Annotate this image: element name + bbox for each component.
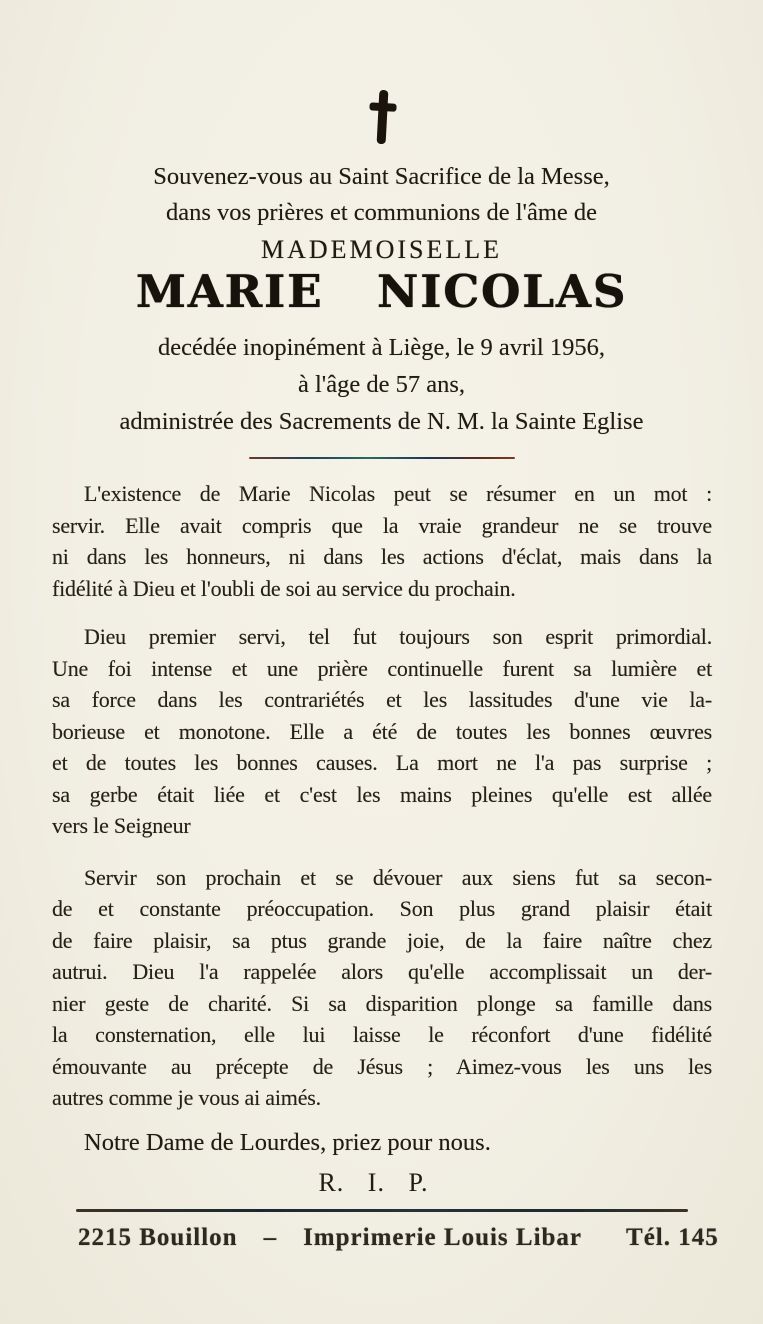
footer-rule — [76, 1209, 688, 1212]
imprint-phone: Tél. 145 — [626, 1223, 719, 1251]
printer-imprint — [78, 1221, 763, 1255]
paragraph-line: servir. Elle avait compris que la vraie grandeur ne se trouve — [52, 512, 712, 538]
eulogy-paragraph-3 — [52, 862, 712, 1114]
paragraph-line: borieuse et monotone. Elle a été de toutes les bonnes œuvres — [52, 718, 712, 744]
paragraph-line: Une foi intense et une prière continuelle furent sa lumière et — [52, 655, 712, 681]
paragraph-line: nier geste de charité. Si sa disparition plonge sa famille dans — [52, 990, 712, 1016]
eulogy-paragraph-2 — [52, 621, 712, 842]
honorific: MADEMOISELLE — [260, 235, 503, 264]
paragraph-line: ni dans les honneurs, ni dans les actions d'éclat, mais dans la — [52, 544, 712, 569]
paragraph-line: fidélité à Dieu et l'oubli de soi au service du prochain. — [52, 575, 516, 601]
section-divider-rule — [249, 457, 515, 459]
imprint-printer-name: Imprimerie Louis Libar — [303, 1223, 583, 1251]
paragraph-line: de et constante préoccupation. Son plus grand plaisir était — [52, 896, 712, 921]
invocation-line-2: dans vos prières et communions de l'âme de — [165, 199, 597, 226]
cross-vertical-bar — [376, 90, 388, 144]
paragraph-line: la consternation, elle lui laisse le réconfort d'une fidélité — [52, 1022, 712, 1047]
invocation-line-1: Souvenez-vous au Saint Sacrifice de la Messe, — [153, 163, 610, 190]
paragraph-line: et de toutes les bonnes causes. La mort ne l'a pas surprise ; — [52, 750, 712, 775]
deceased-name: MARIE NICOLAS — [135, 265, 628, 318]
death-line-3: administrée des Sacrements de N. M. la Sainte Eglise — [119, 408, 644, 435]
paragraph-line: L'existence de Marie Nicolas peut se résumer en un mot : — [84, 481, 712, 506]
eulogy-paragraph-1 — [52, 478, 712, 604]
paragraph-line: autrui. Dieu l'a rappelée alors qu'elle accomplissait un der- — [52, 959, 712, 984]
death-line-1: decédée inopinément à Liège, le 9 avril 1956, — [158, 334, 605, 361]
imprint-dash: – — [263, 1223, 278, 1251]
paragraph-line: émouvante au précepte de Jésus ; Aimez-vous les uns les — [52, 1053, 712, 1079]
paragraph-line: vers le Seigneur — [52, 813, 191, 838]
prayer-invocation: Notre Dame de Lourdes, priez pour nous. — [84, 1128, 491, 1156]
death-line-2: à l'âge de 57 ans, — [297, 371, 465, 398]
paragraph-line: Servir son prochain et se dévouer aux siens fut sa secon- — [84, 864, 712, 890]
paragraph-line: sa gerbe était liée et c'est les mains pleines qu'elle est allée — [52, 781, 712, 807]
cross-horizontal-bar — [369, 102, 396, 111]
imprint-address: 2215 Bouillon — [78, 1223, 238, 1251]
paragraph-line: Dieu premier servi, tel fut toujours son esprit primordial. — [84, 624, 712, 649]
cross-icon — [366, 89, 397, 144]
paragraph-line: de faire plaisir, sa ptus grande joie, de la faire naître chez — [52, 927, 712, 953]
paragraph-line: autres comme je vous ai aimés. — [52, 1085, 321, 1110]
paragraph-line: sa force dans les contrariétés et les lassitudes d'une vie la- — [52, 687, 712, 712]
rip-line: R. I. P. — [318, 1167, 429, 1197]
memorial-card — [0, 90, 763, 1324]
